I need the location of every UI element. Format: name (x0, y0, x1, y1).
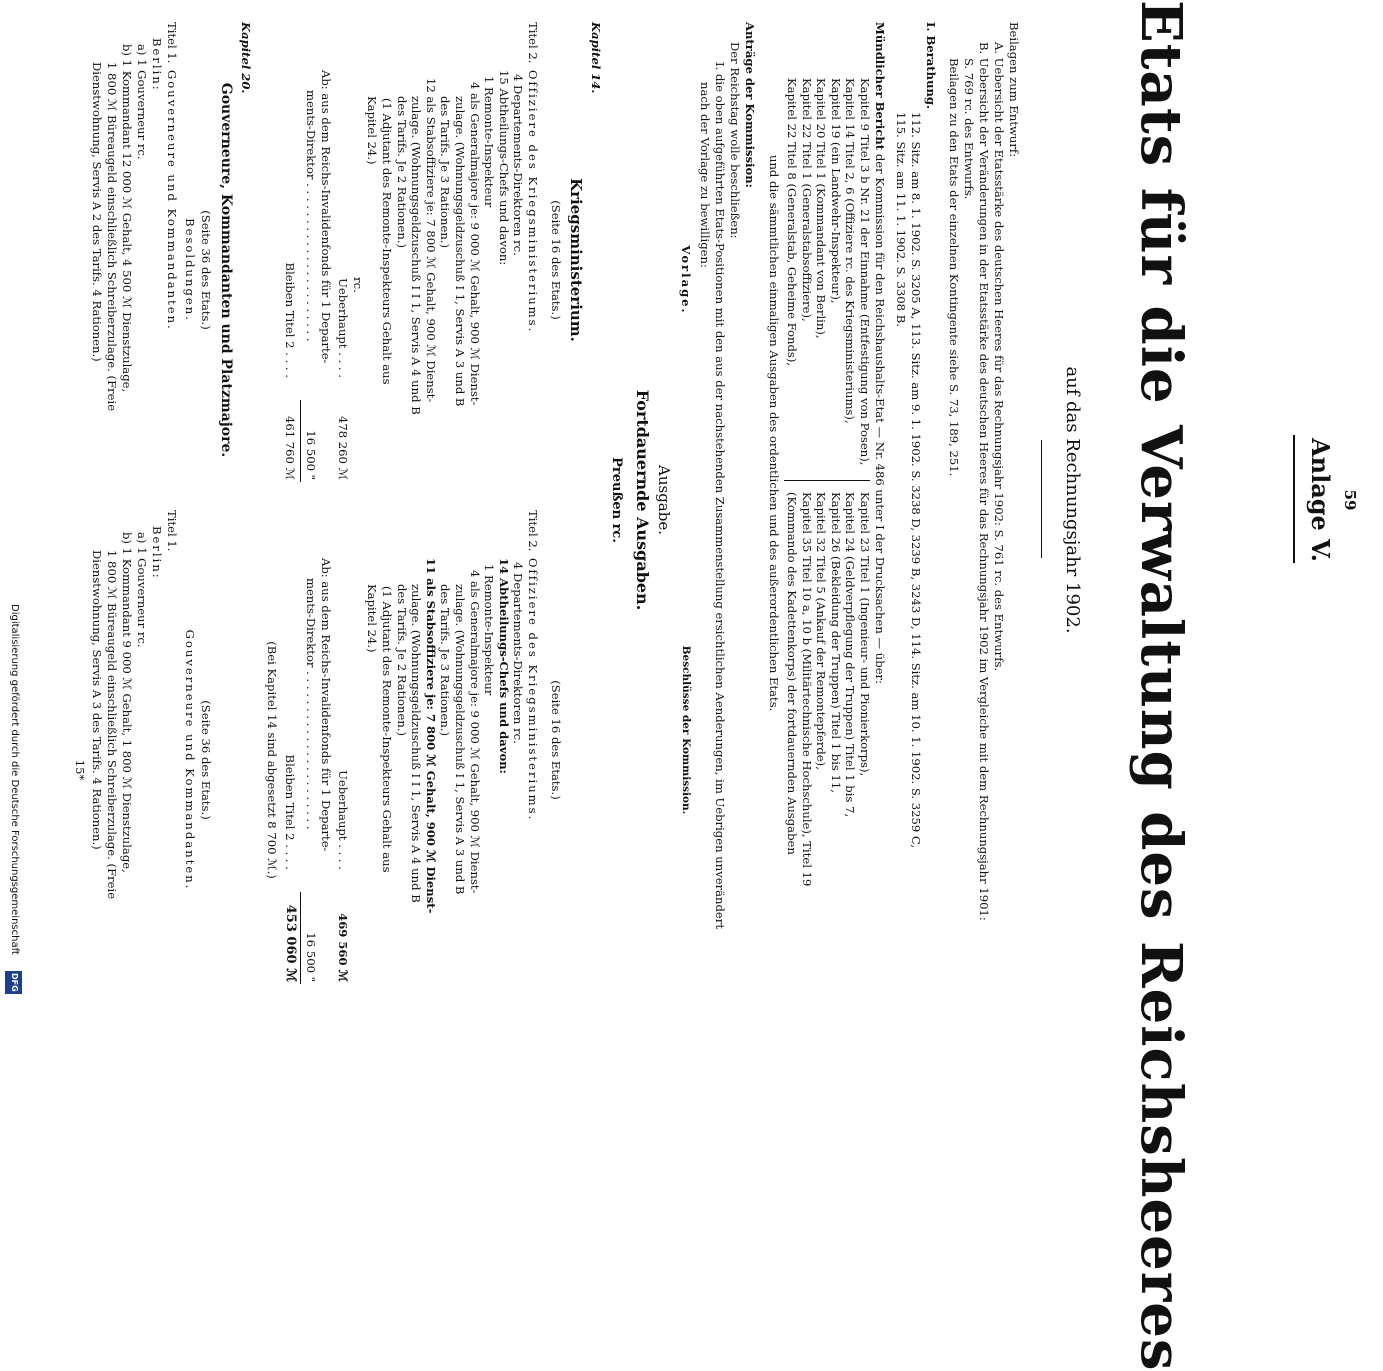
kommission-header: Beschlüsse der Kommission. (680, 645, 692, 815)
bericht-right-item: Kapitel 23 Titel 1 (Ingenieur- und Pionierkorps), (858, 492, 872, 777)
left-bleiben-value: 461 760 ℳ (283, 415, 297, 480)
right-ueberhaupt-value: 469 560 ℳ (336, 913, 350, 982)
beilage-b-page: S. 769 rc. des Entwurfs. (962, 58, 976, 200)
left-line: zulage. (Wohnungsgeldzuschuß I I 1, Servis A 4 und B (409, 96, 424, 415)
bericht-right-item: Kapitel 26 (Bekleidung der Truppen) Titel 1 bis 11, (828, 492, 843, 793)
bericht-right-list (784, 492, 872, 992)
left-b-line3: Dienstwohnung, Servis A 2 des Tarifs. 4 Rationen.) (90, 62, 104, 362)
right-line: Offiziere des Kriegsministeriums. (526, 558, 540, 822)
left-line: Offiziere des Kriegsministeriums. (526, 70, 540, 334)
left-ministerium-heading: Kriegsministerium. (567, 178, 585, 342)
left-seite36: (Seite 36 des Etats.) (199, 210, 213, 330)
bericht-right-item: Kapitel 35 Titel 10 a, 10 b (Militärtechnische Hochschule), Titel 19 (799, 492, 814, 887)
beratung-label: I. Berathung. (924, 22, 938, 110)
page-number: 59 (1341, 489, 1359, 511)
right-line: 4 als Generalmajore je: 9 000 ℳ Gehalt, 900 ℳ Dienst- (467, 570, 482, 894)
right-line: Kapitel 24.) (365, 584, 380, 653)
anlage-label: Anlage V. (1306, 438, 1335, 562)
right-ab-value: 16 500 " (304, 932, 318, 982)
left-line: 4 als Generalmajore je: 9 000 ℳ Gehalt, 900 ℳ Dienst- (467, 82, 482, 406)
bericht-left-list (784, 78, 872, 468)
bericht-right-item: Kapitel 32 Titel 5 (Ankauf der Remontepferde), (814, 492, 829, 770)
left-line: 12 als Stabsoffiziere je: 7 800 ℳ Gehalt, 900 ℳ Dienst- (423, 78, 438, 403)
right-b-line1: b) 1 Kommandant 9 000 ℳ Gehalt, 1 800 ℳ Dienstzulage, (120, 532, 134, 873)
left-line: Kapitel 24.) (365, 96, 380, 165)
beratung-line1: 112. Sitz. am 8. 1. 1902. S. 3205 A, 113. Sitz. am 9. 1. 1902. S. 3238 D, 3239 B, 3243 D, 114. Sitz. am 10. 1. 1902. S. 3259 C, (909, 112, 923, 849)
left-line: rc. (350, 277, 365, 293)
antraege-label: Anträge der Kommission: (743, 22, 757, 188)
right-a-line: a) 1 Gouverneur rc. (135, 532, 149, 648)
left-line: 15 Abtheilungs-Chefs und davon: (496, 70, 511, 266)
left-line: 4 Departements-Direktoren rc. (511, 74, 526, 256)
left-b-line1: b) 1 Kommandant 12 000 ℳ Gehalt, 4 500 ℳ Dienstzulage, (120, 44, 134, 393)
bericht-left-item: Kapitel 22 Titel 1 (Generalstabsoffiziere), (799, 78, 814, 322)
right-seite36: (Seite 36 des Etats.) (199, 700, 213, 820)
bericht-left-item: Kapitel 22 Titel 8 (Generalstab, Geheime Fonds), (785, 78, 800, 367)
left-titel2-lines (350, 70, 540, 500)
left-line: 1 Remonte-Inspekteur (482, 76, 497, 208)
bericht-left-item: Kapitel 14 Titel 2, 6 (Offiziere rc. des Kriegsministeriums), (843, 78, 858, 424)
right-ab-line: Ab: aus dem Reichs-Invalidenfonds für 1 Departe- (319, 558, 333, 852)
right-titel2-lines (365, 558, 540, 988)
digitization-note: Digitalisierung gefördert durch die Deutsche Forschungsgemeinschaft (9, 604, 20, 955)
left-sum-rule (300, 400, 301, 482)
left-ab-line: Ab: aus dem Reichs-Invalidenfonds für 1 Departe- (319, 70, 333, 364)
right-gouv-center: Gouverneure und Kommandanten. (183, 629, 197, 891)
beilagen-label: Beilagen zum Entwurf: (1007, 22, 1021, 158)
right-ab-line2: ments-Direktor . . . . . . . . . . . . . . . . . . . . . . (304, 578, 318, 830)
bericht-left-item: Kapitel 20 Titel 1 (Kommandant von Berlin), (814, 78, 829, 339)
bericht-right-item: Kapitel 24 (Geldverpflegung der Truppen) Titel 1 bis 7, (843, 492, 858, 818)
left-ueberhaupt-value: 478 260 ℳ (336, 415, 350, 480)
left-titel1: Titel 1. (165, 22, 179, 64)
right-berlin: Berlin: (150, 526, 164, 580)
beratung-line2: 115. Sitz. am 11. 1. 1902. S. 3308 B. (894, 112, 908, 327)
right-line: des Tarifs. Je 3 Rationen.) (438, 584, 453, 737)
left-line: (1 Adjutant des Remonte-Inspekteurs Gehalt aus (380, 98, 395, 385)
left-kapitel14: Kapitel 14. (589, 22, 603, 94)
left-seite16: (Seite 16 des Etats.) (549, 200, 563, 320)
right-line: 11 als Stabsoffiziere je: 7 800 ℳ Gehalt, 900 ℳ Dienst- (423, 558, 438, 914)
right-titel2: Titel 2. (526, 510, 540, 552)
right-abgesetzt: (Bei Kapitel 14 sind abgesetzt 8 700 ℳ.) (265, 641, 279, 879)
subtitle-rule (1041, 440, 1042, 558)
left-besoldungen: Besoldungen. (183, 218, 197, 322)
left-kapitel20: Kapitel 20. (239, 22, 253, 94)
bericht-right-item: (Kommando des Kadettenkorps) der fortdauernden Ausgaben (785, 492, 800, 855)
dfg-logo: DFG (5, 971, 22, 994)
ausgabe-heading: Ausgabe. (655, 465, 673, 535)
left-berlin: Berlin: (150, 38, 164, 92)
fortdauernde-heading: Fortdauernde Ausgaben. (633, 389, 652, 611)
left-ueberhaupt-label: Ueberhaupt . . . . (336, 278, 350, 378)
bericht-brace (784, 480, 870, 481)
left-a-line: a) 1 Gouverneur rc. (135, 44, 149, 160)
beilage-b: B. Uebersicht der Veränderungen in der Etatsstärke des deutschen Heeres für das Rechnungsjahr 1902 im Vergleiche mit dem Rechnungsjahr 1901: (977, 42, 991, 921)
bericht-left-item: Kapitel 19 (ein Landwehr-Inspekteur), (828, 78, 843, 304)
left-line: des Tarifs. Je 3 Rationen.) (438, 96, 453, 249)
right-line: (1 Adjutant des Remonte-Inspekteurs Gehalt aus (380, 586, 395, 873)
antraege-line3: nach der Vorlage zu bewilligen: (698, 82, 712, 268)
left-line: zulage. (Wohnungsgeldzuschuß I 1, Servis A 3 und B (453, 96, 468, 407)
vorlage-header: Vorlage. (679, 245, 693, 315)
right-b-line2: 1 800 ℳ Büreaugeld einschließlich Schreiberzulage. (Freie (105, 550, 119, 900)
left-bleiben-label: Bleiben Titel 2 . . . . (283, 262, 297, 378)
antraege-line2: I. die oben aufgeführten Etats-Positionen mit den aus der nachstehenden Zusammenstellung ersichtlichen Aenderungen, im Uebrigen unverändert (713, 62, 727, 929)
preussen-heading: Preußen rc. (609, 457, 624, 543)
bericht-left-item: Kapitel 9 Titel 3 b Nr. 21 der Einnahme (Entfestigung von Posen), (858, 78, 872, 466)
bericht-heading (872, 22, 887, 684)
right-ueberhaupt-label: Ueberhaupt . . . . (336, 770, 350, 870)
signature-mark: 15* (73, 759, 87, 781)
beilage-a: A. Uebersicht der Etatsstärke des deutschen Heeres für das Rechnungsjahr 1902: S. 761 rc. des Entwurfs. (992, 42, 1006, 672)
right-line: des Tarifs. Je 2 Rationen.) (394, 584, 409, 737)
left-titel2: Titel 2. (526, 22, 540, 64)
page-title: Etats für die Verwaltung des Reichsheeres (1128, 0, 1194, 1371)
right-line: zulage. (Wohnungsgeldzuschuß I 1, Servis A 3 und B (453, 584, 468, 895)
left-gouverneure-heading: Gouverneure, Kommandanten und Platzmajore. (218, 82, 234, 458)
bericht-label: Mündlicher Bericht (873, 22, 887, 151)
right-titel1: Titel 1. (165, 510, 179, 552)
right-bleiben-value: 453 060 ℳ (283, 904, 298, 982)
left-ab-value: 16 500 " (304, 430, 318, 480)
right-line: 4 Departements-Direktoren rc. (511, 562, 526, 744)
bericht-text: der Kommission für den Reichshaushalts-Etat — Nr. 486 unter I der Drucksachen — über: (873, 153, 887, 685)
left-line: des Tarifs. Je 2 Rationen.) (394, 96, 409, 249)
anlage-rule (1293, 435, 1295, 563)
left-ab-line2: ments-Direktor . . . . . . . . . . . . . . . . . . . . . . (304, 90, 318, 342)
antraege-line1: Der Reichstag wolle beschließen: (728, 42, 742, 239)
right-sum-rule (300, 892, 301, 984)
right-bleiben-label: Bleiben Titel 2 . . . . (283, 754, 297, 870)
right-b-line3: Dienstwohnung, Servis A 3 des Tarifs. 4 Rationen.) (90, 550, 104, 850)
right-line: 14 Abtheilungs-Chefs und davon: (496, 558, 511, 774)
bericht-closing: und die sämmtlichen einmaligen Ausgaben des ordentlichen und des außerordentlichen Etats. (767, 155, 781, 712)
right-line: zulage. (Wohnungsgeldzuschuß I I 1, Servis A 4 und B (409, 584, 424, 903)
beilage-c: Beilagen zu den Etats der einzelnen Kontingente siehe S. 73, 189, 251. (947, 58, 961, 477)
right-line: 1 Remonte-Inspekteur (482, 564, 497, 696)
right-seite16: (Seite 16 des Etats.) (549, 680, 563, 800)
left-gouv-line: Gouverneure und Kommandanten. (165, 70, 179, 331)
left-b-line2: 1 800 ℳ Büreaugeld einschließlich Schreiberzulage. (Freie (105, 62, 119, 412)
page-subtitle: auf das Rechnungsjahr 1902. (1062, 366, 1083, 634)
